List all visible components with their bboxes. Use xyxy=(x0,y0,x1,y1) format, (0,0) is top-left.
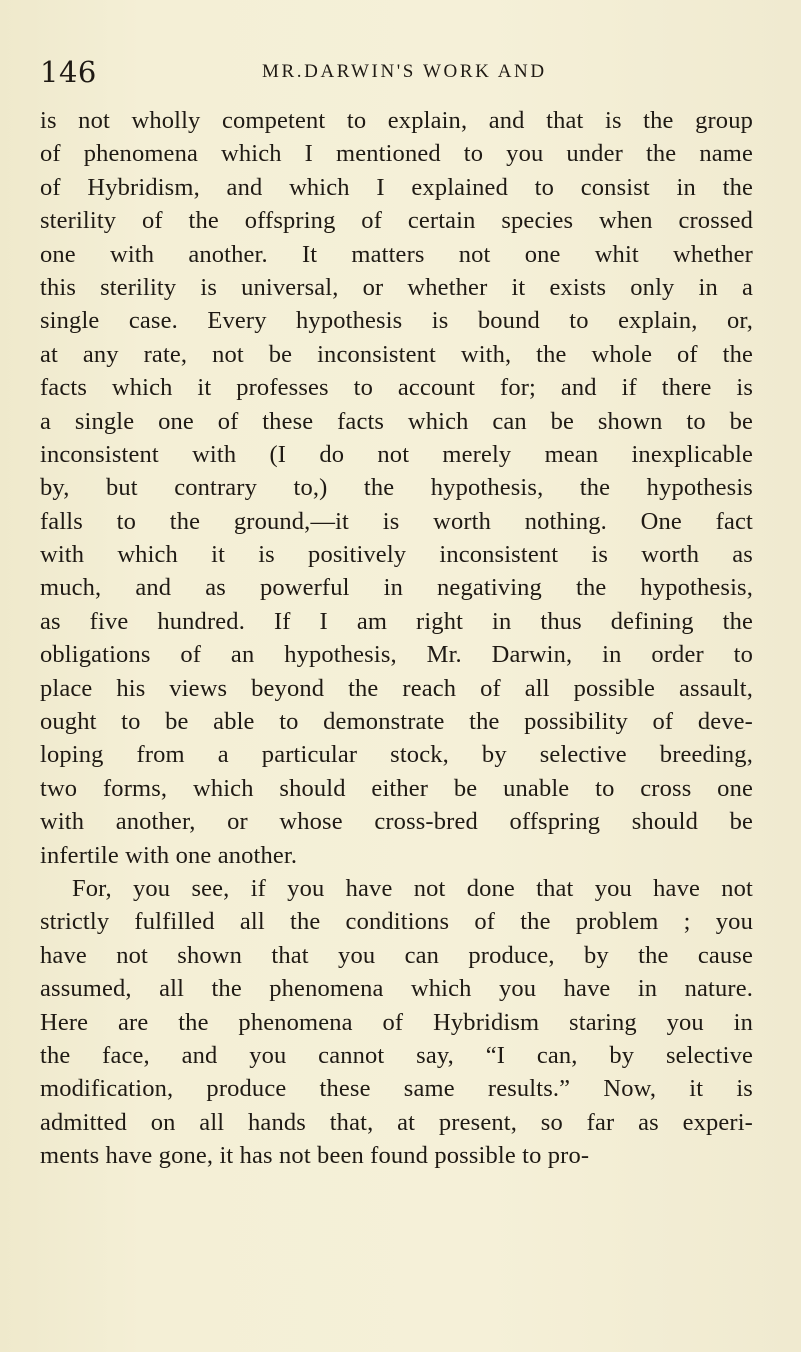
running-header xyxy=(40,52,780,92)
text-line: a single one of these facts which can be shown to be xyxy=(40,407,753,435)
text-line: modification, produce these same results.” Now, it is xyxy=(40,1075,753,1103)
text-line: sterility of the offspring of certain species when crossed xyxy=(40,207,753,235)
text-line: inconsistent with (I do not merely mean inexplicable xyxy=(40,440,753,468)
text-line: have not shown that you can produce, by the cause xyxy=(40,941,753,969)
page-number: 146 xyxy=(40,55,97,89)
text-line: with which it is positively inconsistent is worth as xyxy=(40,541,753,569)
text-line: the face, and you cannot say, “I can, by selective xyxy=(40,1041,753,1069)
text-line: obligations of an hypothesis, Mr. Darwin, in order to xyxy=(40,641,753,669)
text-line: is not wholly competent to explain, and that is the group xyxy=(40,107,753,134)
text-line: much, and as powerful in negativing the hypothesis, xyxy=(40,574,753,602)
text-line: Here are the phenomena of Hybridism staring you in xyxy=(40,1008,753,1036)
text-line: place his views beyond the reach of all possible assault, xyxy=(40,674,753,702)
text-line: as five hundred. If I am right in thus defining the xyxy=(40,607,753,635)
text-line: at any rate, not be inconsistent with, the whole of the xyxy=(40,340,753,368)
text-line: two forms, which should either be unable to cross one xyxy=(40,774,753,802)
text-line: For, you see, if you have not done that you have not xyxy=(72,874,753,902)
text-line: this sterility is universal, or whether it exists only in a xyxy=(40,273,753,301)
text-line: ought to be able to demonstrate the possibility of deve- xyxy=(40,708,753,736)
text-line: with another, or whose cross-bred offspring should be xyxy=(40,808,753,836)
text-line: infertile with one another. xyxy=(40,841,298,869)
body-text xyxy=(40,104,753,1173)
text-line: ments have gone, it has not been found possible to pro- xyxy=(40,1142,590,1170)
paragraph xyxy=(40,872,753,1173)
text-line: assumed, all the phenomena which you have in nature. xyxy=(40,975,753,1003)
text-line: of phenomena which I mentioned to you under the name xyxy=(40,140,753,168)
text-line: loping from a particular stock, by selective breeding, xyxy=(40,741,753,769)
text-line: facts which it professes to account for; and if there is xyxy=(40,374,753,402)
text-line: one with another. It matters not one whit whether xyxy=(40,240,753,268)
text-line: single case. Every hypothesis is bound to explain, or, xyxy=(40,307,753,335)
text-line: falls to the ground,—it is worth nothing. One fact xyxy=(40,507,753,535)
text-line: of Hybridism, and which I explained to consist in the xyxy=(40,173,753,201)
paragraph xyxy=(40,104,753,872)
text-line: strictly fulfilled all the conditions of the problem ; you xyxy=(40,908,753,936)
text-line: admitted on all hands that, at present, so far as experi- xyxy=(40,1108,753,1136)
text-line: by, but contrary to,) the hypothesis, the hypothesis xyxy=(40,474,753,502)
running-title: MR.DARWIN'S WORK AND xyxy=(262,61,547,82)
